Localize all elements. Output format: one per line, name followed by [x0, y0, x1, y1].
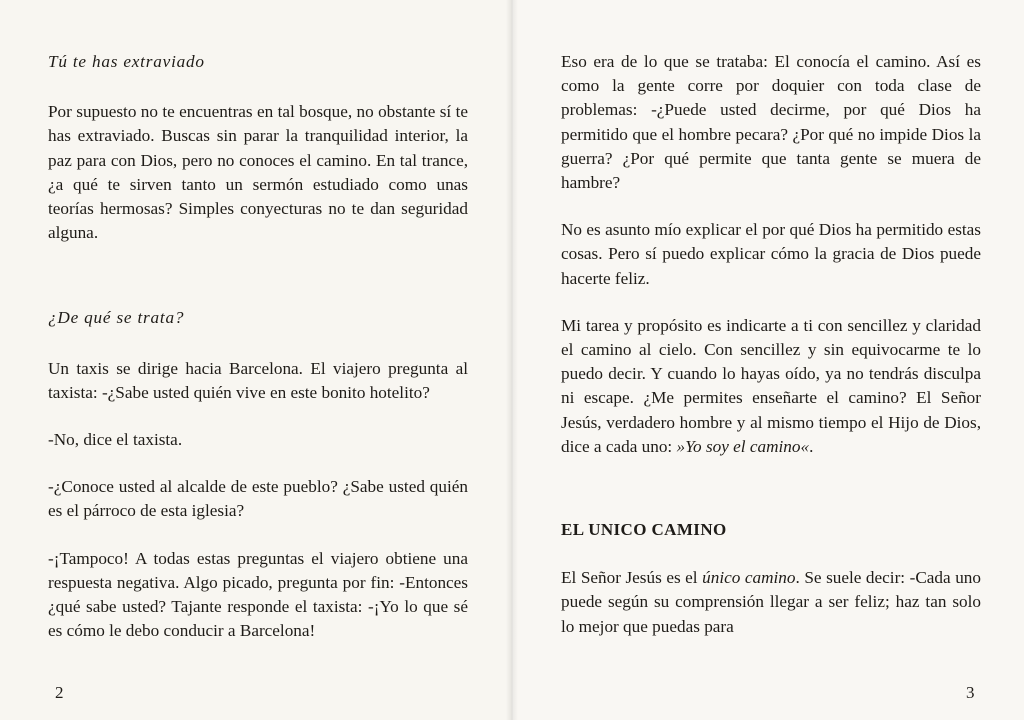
paragraph-no-es-asunto: No es asunto mío explicar el por qué Dios ha permitido estas cosas. Pero sí puedo explicar cómo la gracia de Dios puede hacerte feliz.	[561, 220, 981, 288]
paragraph-no-dice: -No, dice el taxista.	[48, 430, 183, 450]
paragraph-alcalde: -¿Conoce usted al alcalde de este pueblo? ¿Sabe usted quién es el párroco de esta iglesia?	[48, 477, 468, 521]
paragraph-senor-jesus	[561, 566, 981, 639]
paragraph-senor-jesus-start: El Señor Jesús es el	[561, 568, 703, 588]
book-gutter	[506, 0, 518, 720]
paragraph-tampoco: -¡Tampoco! A todas estas preguntas el viajero obtiene una respuesta negativa. Algo picado, pregunta por fin: -Entonces ¿qué sabe usted? Tajante responde el taxista: -¡Yo lo que sé es cómo le debo conducir a Barcelona!	[48, 548, 468, 641]
paragraph-bosque: Por supuesto no te encuentras en tal bosque, no obstante sí te has extraviado. Buscas sin parar la tranquilidad interior, la paz para con Dios, pero no conoces el camino. En tal trance, ¿a qué te sirven tanto un sermón estudiado como unas teorías hermosas? Simples conyecturas no te dan seguridad alguna.	[48, 102, 468, 243]
section-heading-de-que-se-trata: ¿De qué se trata?	[48, 308, 185, 328]
left-page-content	[48, 50, 468, 666]
right-page-content	[561, 50, 981, 662]
spacer	[561, 482, 981, 518]
spacer	[48, 268, 468, 306]
right-page	[512, 0, 1024, 720]
emphasis-unico-camino: único camino	[702, 568, 796, 588]
section-heading-extraviado: Tú te has extraviado	[48, 52, 205, 71]
paragraph-senor-jesus-rest: . Se suele decir: -Cada uno puede según su comprensión llegar a ser feliz; haz tan solo lo mejor que puedas para	[561, 568, 981, 636]
page-number-right: 3	[966, 683, 975, 702]
paragraph-taxis: Un taxis se dirige hacia Barcelona. El viajero pregunta al taxista: -¿Sabe usted quién vive en este bonito hotelito?	[48, 358, 468, 402]
quote-yo-soy-el-camino: »Yo soy el camino«	[676, 436, 810, 456]
section-heading-unico-camino: EL UNICO CAMINO	[561, 520, 727, 540]
paragraph-mi-tarea-end: .	[809, 436, 814, 456]
page-number-left: 2	[55, 683, 64, 702]
paragraph-mi-tarea-text: Mi tarea y propósito es indicarte a ti con sencillez y claridad el camino al cielo. Con sencillez y sin equivocarme te lo puedo decir. Y cuando lo hayas oído, ya no tendrás disculpa ni escape. ¿Me permites enseñarte el camino? El Señor Jesús, verdadero hombre y al mismo tiempo el Hijo de Dios, dice a cada uno:	[561, 315, 981, 456]
paragraph-mi-tarea	[561, 314, 981, 459]
paragraph-conocia-el-camino: Eso era de lo que se trataba: El conocía el camino. Así es como la gente corre por doquier con toda clase de problemas: -¿Puede usted decirme, por qué Dios ha permitido que el hombre pecara? ¿Por qué no impide Dios la guerra? ¿Por qué permite que tanta gente se muera de hambre?	[561, 52, 981, 193]
